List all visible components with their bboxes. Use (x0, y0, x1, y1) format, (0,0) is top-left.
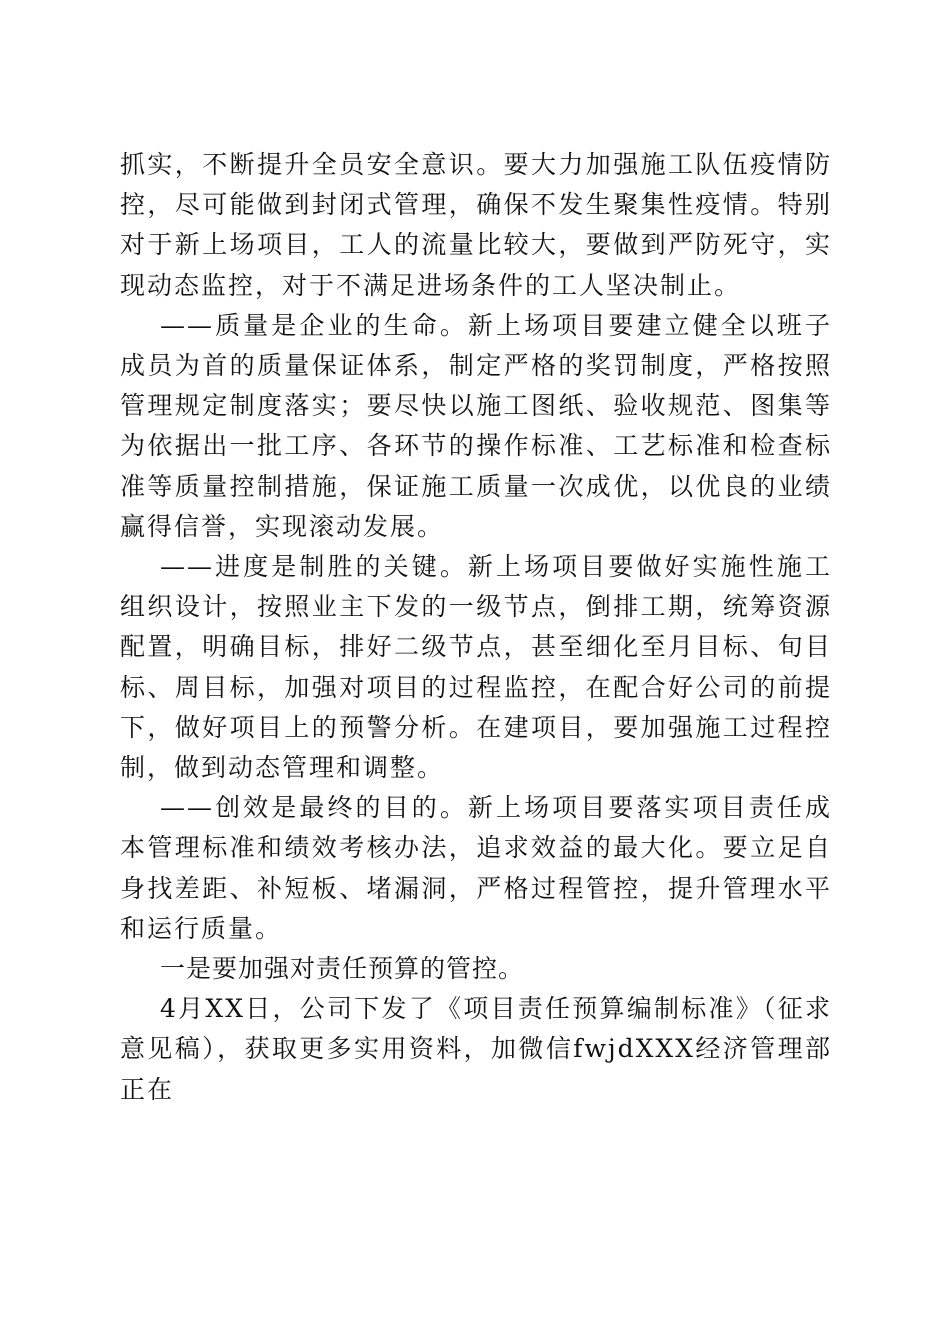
paragraph-efficiency: ——创效是最终的目的。新上场项目要落实项目责任成本管理标准和绩效考核办法，追求效益的最大化。要立足自身找差距、补短板、堵漏洞，严格过程管控，提升管理水平和运行质量。 (120, 793, 832, 943)
section-heading-budget-control: 一是要加强对责任预算的管控。 (160, 954, 525, 984)
document-page (120, 145, 832, 1110)
paragraph-quality: ——质量是企业的生命。新上场项目要建立健全以班子成员为首的质量保证体系，制定严格的奖罚制度，严格按照管理规定制度落实；要尽快以施工图纸、验收规范、图集等为依据出一批工序、各环节的操作标准、工艺标准和检查标准等质量控制措施，保证施工质量一次成优，以优良的业绩赢得信誉，实现滚动发展。 (120, 310, 832, 541)
paragraph-safety-continuation: 抓实，不断提升全员安全意识。要大力加强施工队伍疫情防控，尽可能做到封闭式管理，确保不发生聚集性疫情。特别对于新上场项目，工人的流量比较大，要做到严防死守，实现动态监控，对于不满足进场条件的工人坚决制止。 (120, 150, 832, 300)
paragraph-progress: ——进度是制胜的关键。新上场项目要做好实施性施工组织设计，按照业主下发的一级节点，倒排工期，统筹资源配置，明确目标，排好二级节点，甚至细化至月目标、旬目标、周目标，加强对项目的过程监控，在配合好公司的前提下，做好项目上的预警分析。在建项目，要加强施工过程控制，做到动态管理和调整。 (120, 552, 832, 783)
paragraph-budget-standard: 4月XX日，公司下发了《项目责任预算编制标准》（征求意见稿），获取更多实用资料，加微信fwjdXXX经济管理部正在 (120, 994, 832, 1104)
